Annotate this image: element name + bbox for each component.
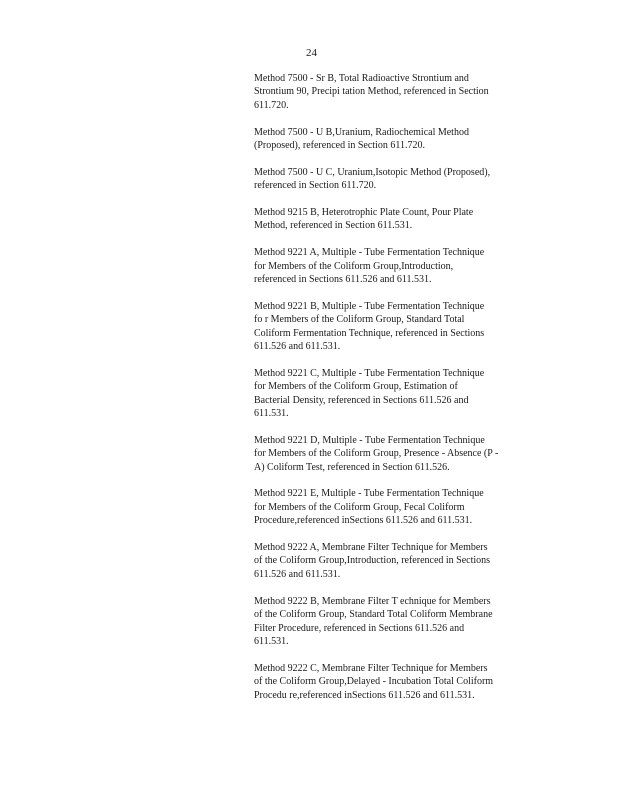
entry-line: of the Coliform Group, Standard Total Coliform Membrane bbox=[254, 609, 493, 621]
entry-line: (Proposed), referenced in Section 611.720. bbox=[254, 140, 425, 152]
entry-line: Method 9221 D, Multiple - Tube Fermentation Technique bbox=[254, 434, 485, 446]
entry-line: for Members of the Coliform Group,Introduction, bbox=[254, 260, 454, 272]
reference-entry bbox=[254, 662, 536, 702]
reference-entry bbox=[254, 206, 536, 233]
entry-line: 611.720. bbox=[254, 99, 289, 111]
entry-line: Method 9221 B, Multiple - Tube Fermentation Technique bbox=[254, 300, 485, 312]
entry-line: Method 7500 - Sr B, Total Radioactive Strontium and bbox=[254, 73, 469, 84]
reference-entry bbox=[254, 246, 536, 286]
reference-entry bbox=[254, 300, 536, 354]
reference-entry bbox=[254, 126, 536, 153]
entry-line: Method 9222 C, Membrane Filter Technique for Members bbox=[254, 662, 488, 674]
entry-line: Method, referenced in Section 611.531. bbox=[254, 220, 413, 232]
reference-entry bbox=[254, 72, 536, 112]
entry-line: Method 9222 A, Membrane Filter Technique for Members bbox=[254, 542, 488, 554]
entry-line: referenced in Sections 611.526 and 611.531. bbox=[254, 274, 432, 286]
entry-line: Bacterial Density, referenced in Sections 611.526 and bbox=[254, 394, 469, 406]
entry-line: Method 7500 - U B,Uranium, Radiochemical Method bbox=[254, 126, 469, 138]
entry-line: Coliform Fermentation Technique, referenced in Sections bbox=[254, 327, 485, 339]
method-reference-list bbox=[254, 72, 536, 715]
reference-entry bbox=[254, 487, 536, 527]
entry-line: 611.526 and 611.531. bbox=[254, 568, 341, 580]
entry-line: Method 9221 E, Multiple - Tube Fermentation Technique bbox=[254, 488, 484, 500]
entry-line: of the Coliform Group,Introduction, referenced in Sections bbox=[254, 555, 491, 567]
entry-line: of the Coliform Group,Delayed - Incubation Total Coliform bbox=[254, 676, 494, 688]
page-number: 24 bbox=[306, 47, 317, 59]
entry-line: for Members of the Coliform Group, Presence - Absence (P - bbox=[254, 448, 499, 460]
entry-line: Method 9221 A, Multiple - Tube Fermentation Technique bbox=[254, 247, 485, 259]
entry-line: fo r Members of the Coliform Group, Standard Total bbox=[254, 314, 465, 326]
reference-entry bbox=[254, 434, 536, 474]
entry-line: 611.531. bbox=[254, 635, 289, 647]
entry-line: Filter Procedure, referenced in Sections 611.526 and bbox=[254, 622, 465, 634]
entry-line: Method 9222 B, Membrane Filter T echnique for Members bbox=[254, 595, 491, 607]
entry-line: for Members of the Coliform Group, Estimation of bbox=[254, 381, 458, 393]
entry-line: Procedu re,referenced inSections 611.526 and 611.531. bbox=[254, 689, 475, 701]
reference-entry bbox=[254, 595, 536, 649]
entry-line: A) Coliform Test, referenced in Section 611.526. bbox=[254, 461, 450, 473]
entry-line: Method 9215 B, Heterotrophic Plate Count, Pour Plate bbox=[254, 207, 474, 219]
reference-entry bbox=[254, 541, 536, 581]
entry-line: Method 7500 - U C, Uranium,Isotopic Method (Proposed), bbox=[254, 166, 491, 178]
reference-entry bbox=[254, 166, 536, 193]
entry-line: 611.531. bbox=[254, 408, 289, 420]
entry-line: Procedure,referenced inSections 611.526 and 611.531. bbox=[254, 515, 473, 527]
entry-line: for Members of the Coliform Group, Fecal Coliform bbox=[254, 501, 465, 513]
reference-entry bbox=[254, 367, 536, 421]
entry-line: referenced in Section 611.720. bbox=[254, 180, 377, 192]
entry-line: Strontium 90, Precipi tation Method, referenced in Section bbox=[254, 86, 489, 98]
entry-line: 611.526 and 611.531. bbox=[254, 341, 341, 353]
entry-line: Method 9221 C, Multiple - Tube Fermentation Technique bbox=[254, 367, 485, 379]
